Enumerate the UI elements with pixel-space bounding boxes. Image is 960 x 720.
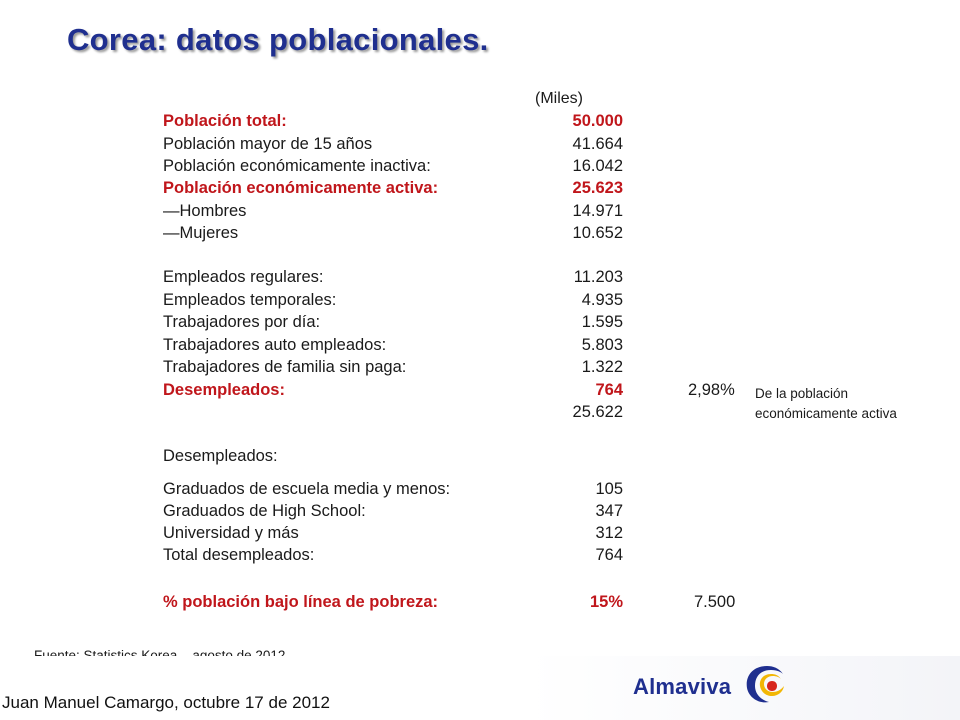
- row-value: 312: [595, 524, 623, 542]
- row-label: Trabajadores auto empleados:: [163, 336, 387, 354]
- logo-text: Almaviva: [633, 674, 732, 699]
- row-label: Empleados regulares:: [163, 268, 324, 286]
- row-value: 11.203: [573, 268, 623, 286]
- row-value: 41.664: [572, 135, 623, 153]
- row-label: Población mayor de 15 años: [163, 135, 373, 153]
- row-label: Desempleados:: [163, 381, 285, 399]
- row-value: 1.595: [581, 313, 623, 331]
- row-value: 105: [595, 480, 623, 498]
- row-value: 16.042: [572, 157, 623, 175]
- units-label: (Miles): [535, 90, 583, 107]
- row-label: Población económicamente inactiva:: [163, 157, 431, 175]
- row-value: 764: [595, 546, 623, 564]
- row-value: 25.623: [572, 179, 623, 197]
- row-value: 15%: [589, 593, 623, 611]
- unemployment-rate: 2,98%: [688, 381, 735, 399]
- row-label: Graduados de escuela media y menos:: [163, 480, 451, 498]
- row-label: Población económicamente activa:: [163, 179, 439, 197]
- row-value: 50.000: [572, 112, 623, 130]
- slide-title: Corea: datos poblacionales.: [67, 22, 489, 57]
- row-value: 5.803: [581, 336, 623, 354]
- row-value: 347: [595, 502, 623, 520]
- row-value: 25.622: [572, 403, 623, 421]
- row-label: Total desempleados:: [163, 546, 315, 564]
- note-line: económicamente activa: [755, 406, 897, 421]
- unemployment-note: [755, 384, 897, 424]
- row-label: —Hombres: [163, 202, 247, 220]
- row-label: Trabajadores de familia sin paga:: [163, 358, 407, 376]
- poverty-count: 7.500: [694, 593, 736, 611]
- row-value: 764: [595, 381, 623, 399]
- note-line: De la población: [755, 386, 849, 401]
- row-label: —Mujeres: [163, 224, 239, 242]
- row-label: Universidad y más: [163, 524, 299, 542]
- footer-author: Juan Manuel Camargo, octubre 17 de 2012: [2, 693, 330, 712]
- row-label: Empleados temporales:: [163, 291, 337, 309]
- row-value: 4.935: [581, 291, 623, 309]
- logo-mark-icon: [741, 662, 791, 708]
- row-value: 10.652: [572, 224, 623, 242]
- row-label: Población total:: [163, 112, 287, 130]
- row-value: 1.322: [581, 358, 623, 376]
- row-value: 14.971: [572, 202, 623, 220]
- row-label: Trabajadores por día:: [163, 313, 321, 331]
- row-label: % población bajo línea de pobreza:: [163, 593, 439, 611]
- row-label: Graduados de High School:: [163, 502, 366, 520]
- row-label: Desempleados:: [163, 447, 278, 465]
